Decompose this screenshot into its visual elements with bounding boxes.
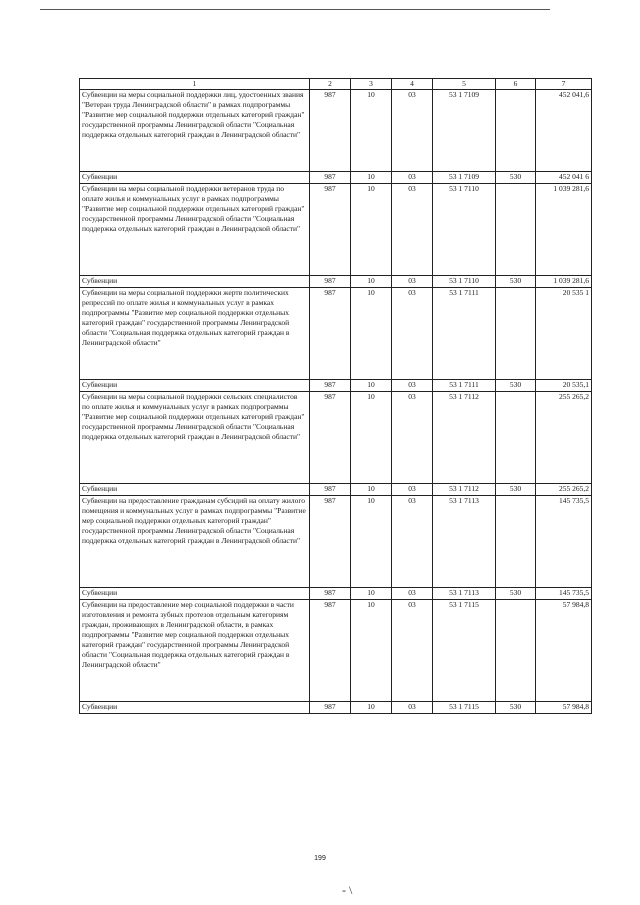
cell-section: 10 — [351, 184, 392, 276]
cell-ministry-code: 987 — [310, 380, 351, 392]
margin-mark: - \ — [342, 883, 353, 897]
cell-ministry-code: 987 — [310, 90, 351, 172]
table-row — [80, 380, 592, 392]
table-row — [80, 600, 592, 702]
column-header: 5 — [433, 79, 496, 90]
cell-expense-type — [496, 600, 536, 702]
cell-name: Субвенции — [80, 484, 310, 496]
cell-name: Субвенции — [80, 380, 310, 392]
page-number: 199 — [314, 855, 326, 862]
cell-target-article: 53 1 7110 — [433, 276, 496, 288]
cell-subsection: 03 — [392, 484, 433, 496]
table-row — [80, 184, 592, 276]
cell-expense-type — [496, 288, 536, 380]
cell-name: Субвенции — [80, 276, 310, 288]
cell-subsection: 03 — [392, 600, 433, 702]
cell-name: Субвенции на меры социальной поддержки лиц, удостоенных звания "Ветеран труда Ленинградской области" в рамках подпрограммы "Развитие мер социальной поддержки отдельных категорий граждан" государственной программы Ленинградской области "Социальная поддержка отдельных категорий граждан в Ленинградской области" — [80, 90, 310, 172]
cell-target-article: 53 1 7113 — [433, 588, 496, 600]
cell-name: Субвенции на меры социальной поддержки жертв политических репрессий по оплате жилья и коммунальных услуг в рамках подпрограммы "Развитие мер социальной поддержки отдельных категорий граждан" государственной программы Ленинградской области "Социальная поддержка отдельных категорий граждан в Ленинградской области" — [80, 288, 310, 380]
cell-ministry-code: 987 — [310, 496, 351, 588]
cell-section: 10 — [351, 288, 392, 380]
column-header: 6 — [496, 79, 536, 90]
table-row — [80, 496, 592, 588]
cell-name: Субвенции на предоставление гражданам субсидий на оплату жилого помещения и коммунальных услуг в рамках подпрограммы "Развитие мер социальной поддержки отдельных категорий граждан" государственной программы Ленинградской области "Социальная поддержка отдельных категорий граждан в Ленинградской области" — [80, 496, 310, 588]
cell-name: Субвенции — [80, 172, 310, 184]
cell-amount: 255 265,2 — [536, 484, 592, 496]
cell-name: Субвенции на предоставление мер социальной поддержки в части изготовления и ремонта зубных протезов отдельным категориям граждан, проживающих в Ленинградской области, в рамках подпрограммы "Развитие мер социальной поддержки отдельных категорий граждан" государственной программы Ленинградской области "Социальная поддержка отдельных категорий граждан в Ленинградской области" — [80, 600, 310, 702]
cell-target-article: 53 1 7115 — [433, 600, 496, 702]
cell-amount: 452 041 6 — [536, 172, 592, 184]
cell-subsection: 03 — [392, 288, 433, 380]
table-row — [80, 702, 592, 714]
column-header: 2 — [310, 79, 351, 90]
table-row — [80, 484, 592, 496]
cell-target-article: 53 1 7111 — [433, 380, 496, 392]
cell-ministry-code: 987 — [310, 588, 351, 600]
cell-amount: 145 735,5 — [536, 496, 592, 588]
cell-amount: 452 041,6 — [536, 90, 592, 172]
table-row — [80, 276, 592, 288]
cell-expense-type: 530 — [496, 702, 536, 714]
cell-expense-type: 530 — [496, 484, 536, 496]
cell-section: 10 — [351, 600, 392, 702]
cell-ministry-code: 987 — [310, 392, 351, 484]
table-row — [80, 288, 592, 380]
table-row — [80, 90, 592, 172]
cell-amount: 20 535 1 — [536, 288, 592, 380]
cell-subsection: 03 — [392, 172, 433, 184]
cell-target-article: 53 1 7111 — [433, 288, 496, 380]
cell-expense-type: 530 — [496, 588, 536, 600]
table-header-row — [80, 79, 592, 90]
cell-expense-type — [496, 90, 536, 172]
cell-amount: 145 735,5 — [536, 588, 592, 600]
table-row — [80, 392, 592, 484]
cell-section: 10 — [351, 276, 392, 288]
cell-section: 10 — [351, 392, 392, 484]
cell-amount: 20 535,1 — [536, 380, 592, 392]
cell-ministry-code: 987 — [310, 702, 351, 714]
cell-target-article: 53 1 7115 — [433, 702, 496, 714]
cell-target-article: 53 1 7109 — [433, 90, 496, 172]
cell-subsection: 03 — [392, 392, 433, 484]
cell-section: 10 — [351, 380, 392, 392]
cell-name: Субвенции — [80, 588, 310, 600]
cell-ministry-code: 987 — [310, 276, 351, 288]
top-rule — [40, 9, 550, 10]
cell-section: 10 — [351, 484, 392, 496]
cell-amount: 57 984,8 — [536, 702, 592, 714]
cell-target-article: 53 1 7112 — [433, 392, 496, 484]
cell-subsection: 03 — [392, 588, 433, 600]
cell-expense-type — [496, 496, 536, 588]
table-row — [80, 588, 592, 600]
budget-table — [79, 78, 592, 714]
cell-name: Субвенции на меры социальной поддержки ветеранов труда по оплате жилья и коммунальных услуг в рамках подпрограммы "Развитие мер социальной поддержки отдельных категорий граждан" государственной программы Ленинградской области "Социальная поддержка отдельных категорий граждан в Ленинградской области" — [80, 184, 310, 276]
cell-expense-type: 530 — [496, 276, 536, 288]
cell-amount: 1 039 281,6 — [536, 276, 592, 288]
cell-section: 10 — [351, 172, 392, 184]
cell-section: 10 — [351, 90, 392, 172]
cell-ministry-code: 987 — [310, 288, 351, 380]
cell-section: 10 — [351, 496, 392, 588]
column-header: 3 — [351, 79, 392, 90]
cell-expense-type — [496, 184, 536, 276]
cell-ministry-code: 987 — [310, 600, 351, 702]
column-header: 4 — [392, 79, 433, 90]
table-body — [80, 90, 592, 714]
cell-subsection: 03 — [392, 184, 433, 276]
cell-ministry-code: 987 — [310, 184, 351, 276]
cell-amount: 255 265,2 — [536, 392, 592, 484]
cell-ministry-code: 987 — [310, 172, 351, 184]
cell-amount: 1 039 281,6 — [536, 184, 592, 276]
cell-target-article: 53 1 7109 — [433, 172, 496, 184]
cell-section: 10 — [351, 702, 392, 714]
cell-subsection: 03 — [392, 276, 433, 288]
cell-target-article: 53 1 7110 — [433, 184, 496, 276]
cell-ministry-code: 987 — [310, 484, 351, 496]
cell-expense-type: 530 — [496, 172, 536, 184]
cell-name: Субвенции на меры социальной поддержки сельских специалистов по оплате жилья и коммунальных услуг в рамках подпрограммы "Развитие мер социальной поддержки отдельных категорий граждан" государственной программы Ленинградской области "Социальная поддержка отдельных категорий граждан в Ленинградской области" — [80, 392, 310, 484]
cell-subsection: 03 — [392, 90, 433, 172]
table-row — [80, 172, 592, 184]
column-header: 7 — [536, 79, 592, 90]
cell-target-article: 53 1 7112 — [433, 484, 496, 496]
cell-subsection: 03 — [392, 380, 433, 392]
column-header: 1 — [80, 79, 310, 90]
cell-section: 10 — [351, 588, 392, 600]
cell-expense-type — [496, 392, 536, 484]
cell-expense-type: 530 — [496, 380, 536, 392]
cell-name: Субвенции — [80, 702, 310, 714]
cell-subsection: 03 — [392, 702, 433, 714]
cell-target-article: 53 1 7113 — [433, 496, 496, 588]
cell-amount: 57 984,8 — [536, 600, 592, 702]
cell-subsection: 03 — [392, 496, 433, 588]
